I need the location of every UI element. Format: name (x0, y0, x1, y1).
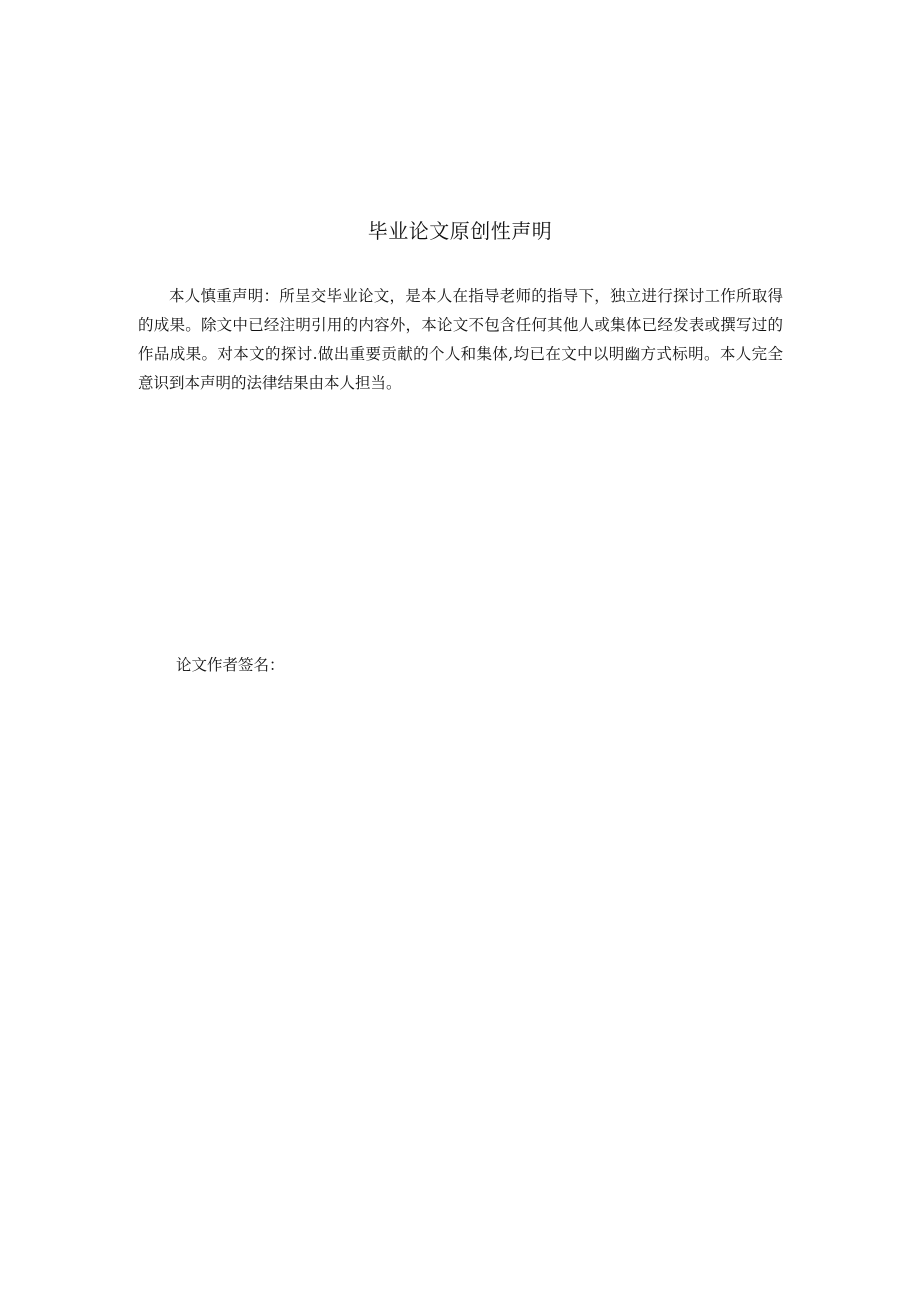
statement-paragraph: 本人慎重声明：所呈交毕业论文，是本人在指导老师的指导下，独立进行探讨工作所取得的成果。除文中已经注明引用的内容外，本论文不包含任何其他人或集体已经发表或撰写过的作品成果。对本文的探讨.做出重要贡献的个人和集体,均已在文中以明幽方式标明。本人完全意识到本声明的法律结果由本人担当。 (138, 287, 783, 392)
page-title: 毕业论文原创性声明 (367, 219, 553, 243)
signature-label: 论文作者签名： (176, 656, 285, 674)
